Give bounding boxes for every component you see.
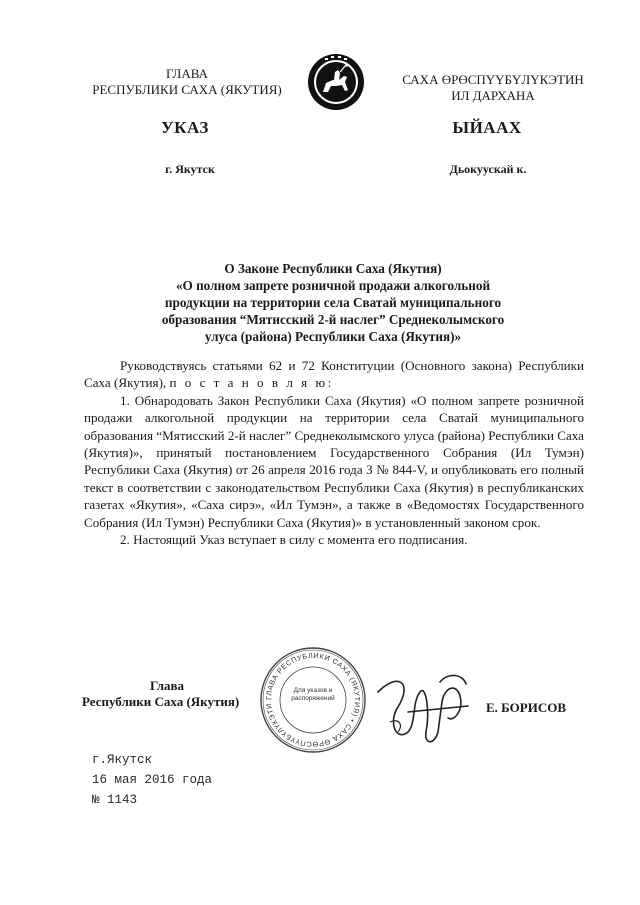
preamble (84, 357, 584, 392)
signatory-position-line2: Республики Саха (Якутия) (82, 694, 240, 709)
city-ru: г. Якутск (165, 162, 215, 176)
preamble-decree: п о с т а н о в л я ю: (169, 375, 334, 391)
doc-type-ru: УКАЗ (161, 118, 209, 137)
title-line2: «О полном запрете розничной продажи алкогольной (175, 278, 491, 293)
item-2: 2. Настоящий Указ вступает в силу с момента его подписания. (120, 532, 468, 548)
header-left-line1: ГЛАВА (166, 66, 208, 81)
footer-number: № 1143 (92, 793, 138, 807)
official-seal (258, 645, 368, 755)
header-right-line2: ИЛ ДАРХАНА (451, 88, 535, 103)
coat-of-arms-emblem-icon (306, 52, 366, 112)
preamble-main: Руководствуясь статьями 62 и 72 Конституции (Основного закона) Республики Саха (Якутия), (84, 358, 584, 391)
title-line4: образования “Мятисский 2-й наслег” Среднеколымского (161, 312, 505, 327)
signatory-position (82, 678, 272, 710)
footer-block (92, 750, 292, 810)
item-1: 1. Обнародовать Закон Республики Саха (Якутия) «О полном запрете розничной продажи алкогольной продукции на территории села Сватай муниципального образования “Мятисский 2-й наслег” Среднеколымского улуса (района) Республики Саха (Якутия)», принятый постановлением Государственного Собрания (Ил Тумэн) Республики Саха (Якутия) от 26 апреля 2016 года З № 844-V, и опубликовать его полный текст в соответствии с законодательством Республики Саха (Якутия) в республиканских газетах «Якутия», «Саха сирэ», «Ил Тумэн», а также в «Ведомостях Государственного Собрания (Ил Тумэн) Республики Саха (Якутия)» в установленный законом срок. (84, 392, 584, 530)
header-left-line2: РЕСПУБЛИКИ САХА (ЯКУТИЯ) (92, 82, 282, 97)
decree-title (118, 260, 548, 345)
footer-date: 16 мая 2016 года (92, 773, 213, 787)
signatory-name: Е. БОРИСОВ (486, 700, 567, 715)
seal-center-text: Для указов и распоряжений (291, 687, 335, 702)
title-line5: улуса (района) Республики Саха (Якутия)» (204, 329, 462, 344)
title-line3: продукции на территории села Сватай муниципального (164, 295, 502, 310)
seal-ring-text: ГЛАВА РЕСПУБЛИКИ САХА (ЯКУТИЯ) • САХА ӨРӨСПҮҮБҮЛҮКЭТИ (263, 650, 363, 750)
header-right (378, 72, 608, 104)
handwritten-signature (368, 662, 478, 757)
header-right-line1: САХА ӨРӨСПҮҮБҮЛҮКЭТИН (402, 72, 584, 87)
decree-body (84, 357, 584, 548)
doc-type-sakha: ЫЙААХ (452, 118, 522, 137)
footer-city: г.Якутск (92, 753, 153, 767)
signatory-position-line1: Глава (149, 678, 185, 693)
header-left (82, 66, 292, 98)
title-line1: О Законе Республики Саха (Якутия) (224, 261, 442, 276)
city-sakha: Дьокуускай к. (449, 162, 527, 176)
